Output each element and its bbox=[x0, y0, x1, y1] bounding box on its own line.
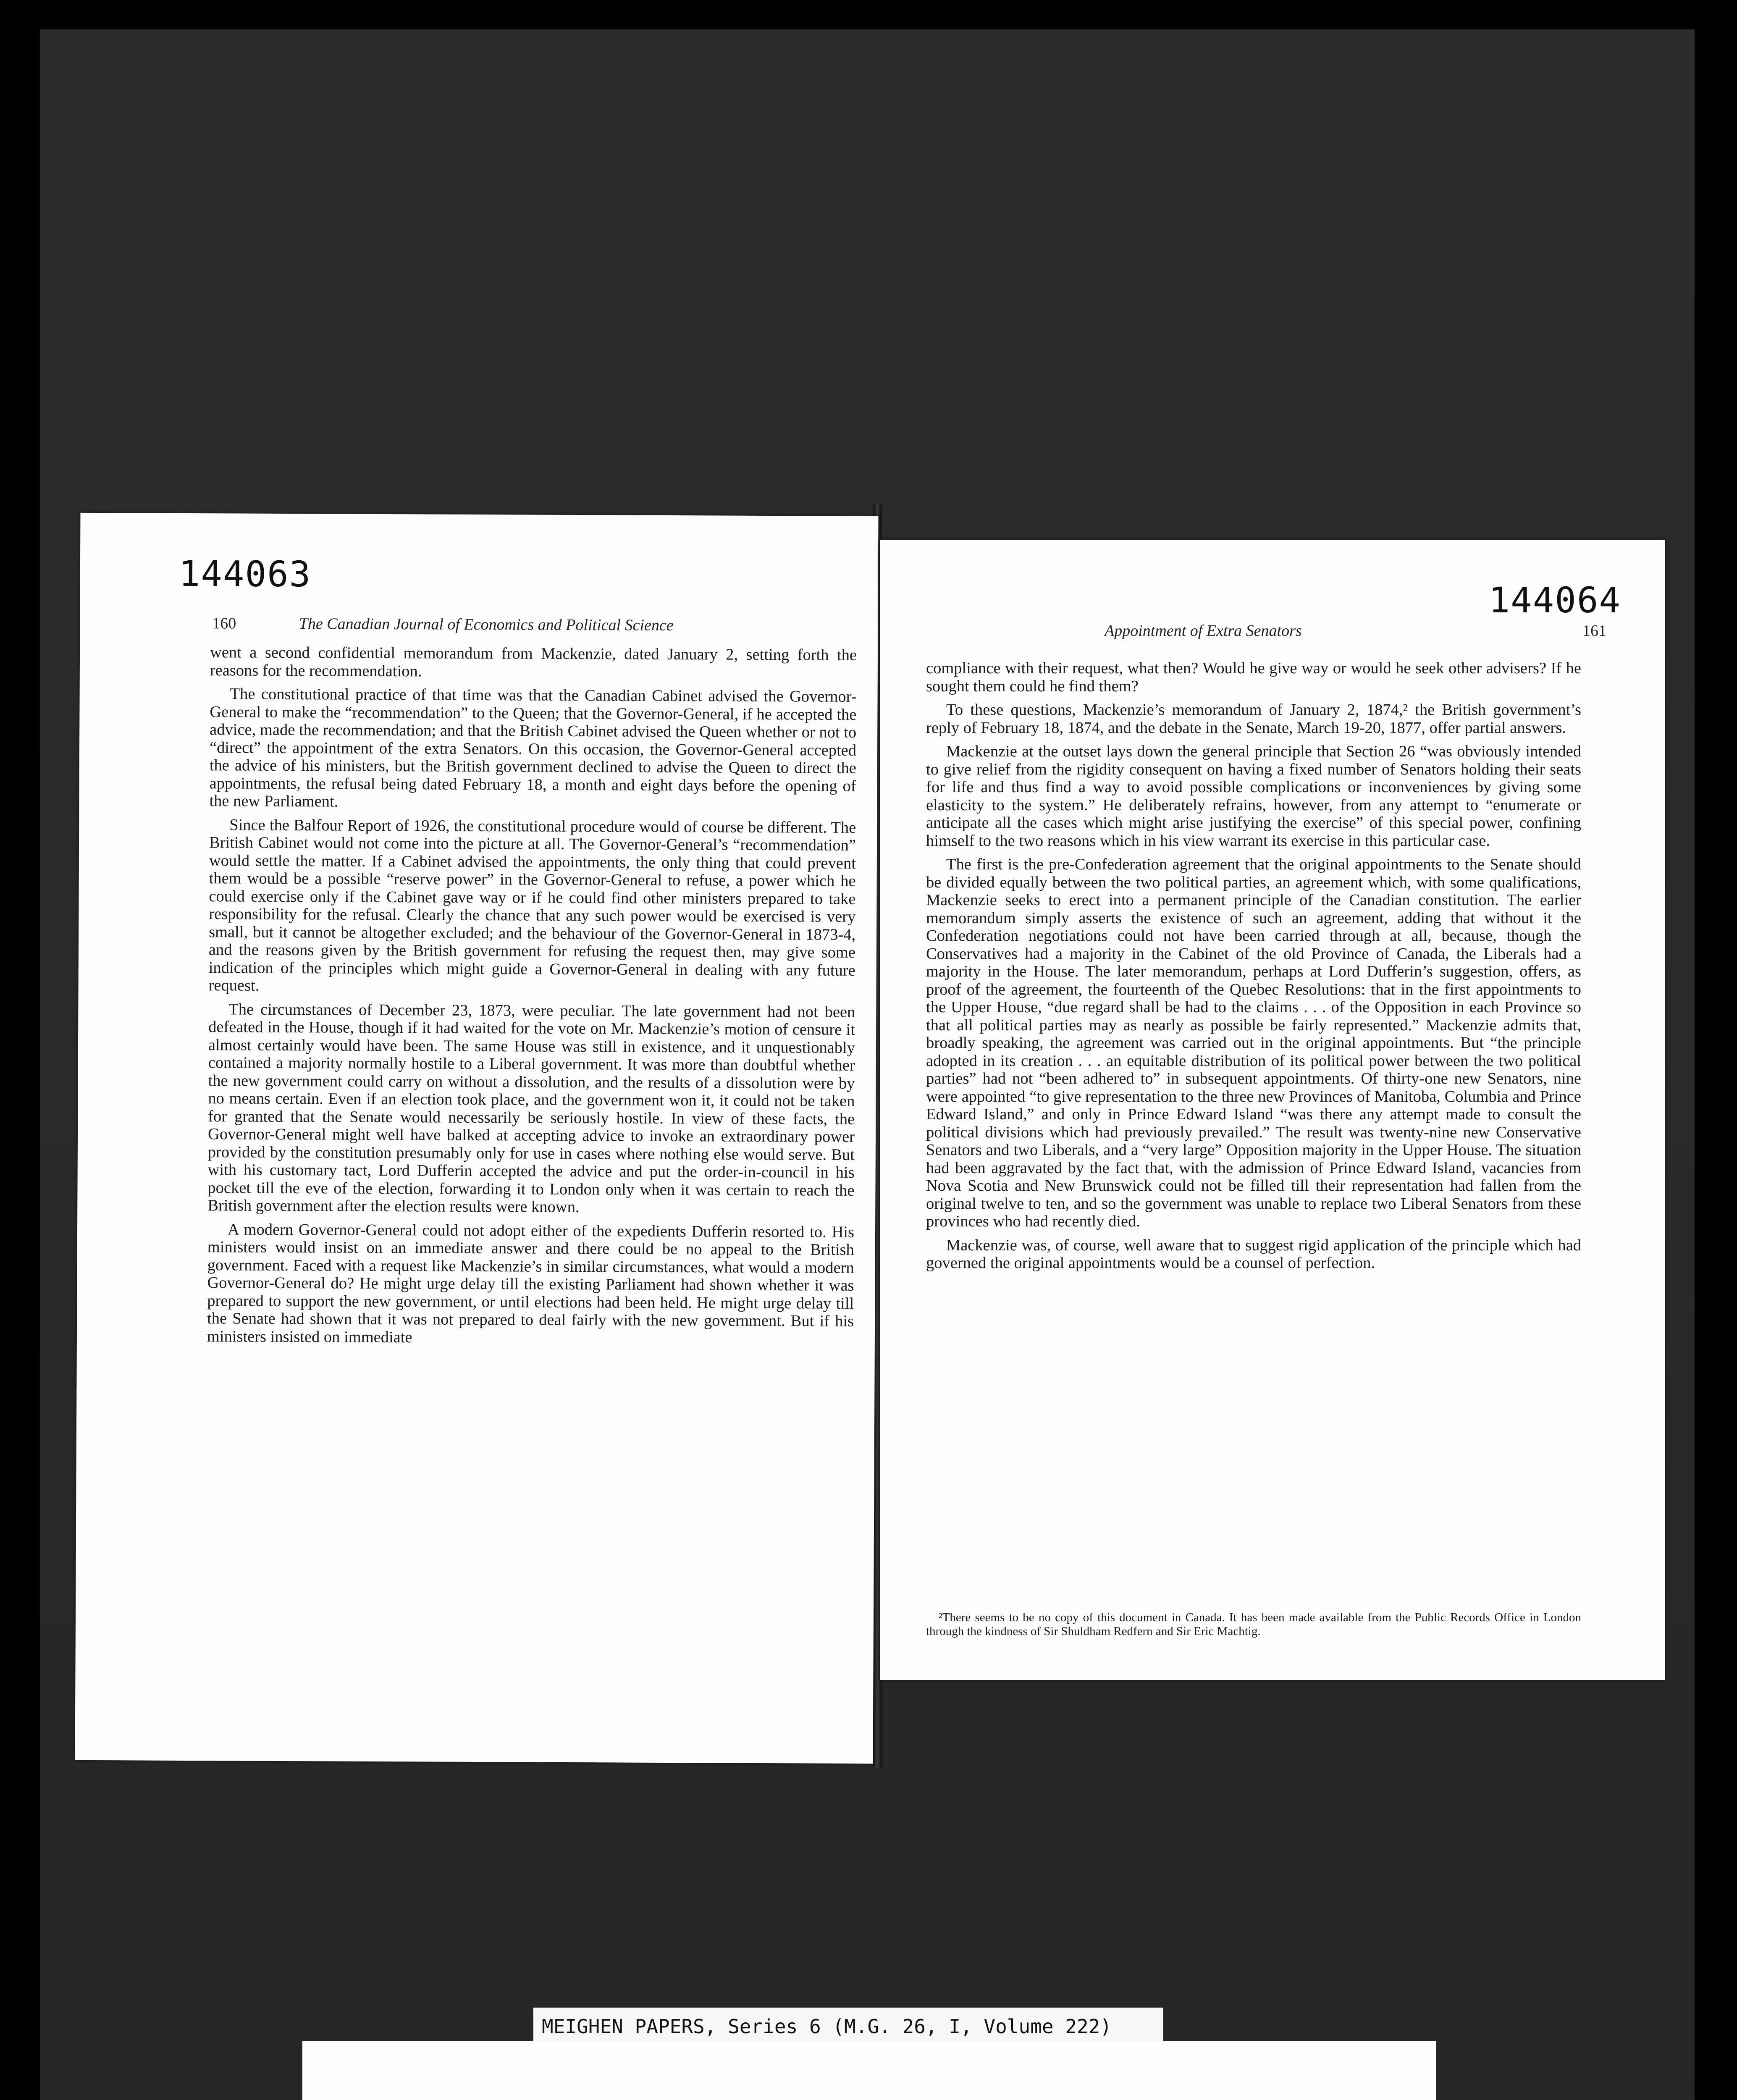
paragraph: went a second confidential memorandum from Mackenzie, dated January 2, setting forth the reasons for the recommendation. bbox=[210, 643, 857, 680]
left-page bbox=[75, 513, 879, 1764]
paragraph: Since the Balfour Report of 1926, the constitutional procedure would of course be different. The British Cabinet would not come into the picture at all. The Governor-General’s “recommendation” would settle the matter. If a Cabinet advised the appointments, the only thing that could prevent them would be a possible “reserve power” in the Governor-General to refuse, a power which he could exercise only if the Cabinet gave way or if he could find other ministers prepared to take responsibility for the refusal. Clearly the chance that any such power would be exercised is very small, but it cannot be altogether excluded; and the behaviour of the Governor-General in 1873-4, and the reasons given by the British government for refusing the request then, may give some indication of the principles which might guide a Governor-General in dealing with any future request. bbox=[208, 816, 856, 995]
paragraph: Mackenzie at the outset lays down the general principle that Section 26 “was obviously intended to give relief from the rigidity consequent on having a fixed number of Senators holding their seats for life and thus find a way to avoid possible complications or inconveniences by giving some elasticity to the system.” He deliberately refrains, however, from any attempt to “enumerate or anticipate all the cases which might arise justifying the exercise” of this special power, confining himself to the two reasons which in his view warrant its exercise in this particular case. bbox=[926, 743, 1581, 850]
footnote-text: ²There seems to be no copy of this document in Canada. It has been made available from the Public Records Office in London through the kindness of Sir Shuldham Redfern and Sir Eric Machtig. bbox=[926, 1611, 1581, 1638]
left-running-head bbox=[212, 614, 811, 635]
paragraph: The first is the pre-Confederation agreement that the original appointments to the Senate should be divided equally between the two political parties, an agreement which, with some qualifications, Mackenzie seeks to erect into a permanent principle of the Canadian constitution. The earlier memorandum simply asserts the existence of such an agreement, adding that without it the Confederation negotiations could not have been carried through at all, because, though the Conservatives had a majority in the Cabinet of the old Province of Canada, the Liberals had a majority in the House. The later memorandum, perhaps at Lord Dufferin’s suggestion, offers, as proof of the agreement, the fourteenth of the Quebec Resolutions: that in the first appointments to the Upper House, “due regard shall be had to the claims . . . of the Opposition in each Province so that all political parties may as nearly as possible be fairly represented.” Mackenzie admits that, broadly speaking, the agreement was carried out in the original appointments. But “the principle adopted in its creation . . . an equitable distribution of its political power between the two political parties” had not “been adhered to” in subsequent appointments. Of thirty-one new Senators, nine were appointed “to give representation to the three new Provinces of Manitoba, Columbia and Prince Edward Island,” and only in Prince Edward Island “was there any attempt made to consult the political divisions which had previously prevailed.” The result was twenty-nine new Conservative Senators and two Liberals, and a “very large” Opposition majority in the Upper House. The situation had been aggravated by the fact that, with the admission of Prince Edward Island, vacancies from Nova Scotia and New Brunswick could not be filled till their representation had fallen from the original twelve to ten, and so the government was unable to replace two Liberal Senators from these provinces who had recently died. bbox=[926, 856, 1581, 1230]
right-body-text bbox=[926, 659, 1581, 1278]
paragraph: A modern Governor-General could not adopt either of the expedients Dufferin resorted to. His ministers would insist on an immediate answer and there could be no appeal to the British government. Faced with a request like Mackenzie’s in similar circumstances, what would a modern Governor-General do? He might urge delay till the existing Parliament had shown whether it was prepared to support the new government, or until elections had been held. He might urge delay till the Senate had shown that it was not prepared to deal fairly with the new government. But if his ministers insisted on immediate bbox=[207, 1220, 855, 1346]
paragraph: compliance with their request, what then? Would he give way or would he seek other advisers? If he sought them could he find them? bbox=[926, 659, 1581, 695]
right-running-head bbox=[926, 622, 1606, 640]
archive-card bbox=[302, 2041, 1436, 2100]
collection-label: MEIGHEN PAPERS, Series 6 (M.G. 26, I, Volume 222) bbox=[533, 2008, 1163, 2045]
left-body-text bbox=[207, 643, 857, 1354]
paragraph: The constitutional practice of that time was that the Canadian Cabinet advised the Governor-General to make the “recommendation” to the Queen; that the Governor-General, if he accepted the advice, made the recommendation; and that the British Cabinet advised the Queen whether or not to “direct” the appointment of the extra Senators. On this occasion, the Governor-General accepted the advice of his ministers, but the British government declined to advise the Queen to direct the appointments, the refusal being dated February 18, a month and eight days before the opening of the new Parliament. bbox=[209, 685, 857, 811]
journal-title: The Canadian Journal of Economics and Political Science bbox=[299, 615, 674, 635]
paragraph: To these questions, Mackenzie’s memorandum of January 2, 1874,² the British government’s reply of February 18, 1874, and the debate in the Senate, March 19-20, 1877, offer partial answers. bbox=[926, 701, 1581, 737]
paragraph: Mackenzie was, of course, well aware that to suggest rigid application of the principle which had governed the original appointments would be a counsel of perfection. bbox=[926, 1236, 1581, 1272]
right-stamp-number: 144064 bbox=[1488, 580, 1621, 621]
right-page bbox=[880, 540, 1665, 1680]
article-title: Appointment of Extra Senators bbox=[1105, 622, 1302, 640]
footnote bbox=[926, 1611, 1581, 1638]
left-page-number: 160 bbox=[212, 614, 236, 633]
left-stamp-number: 144063 bbox=[178, 553, 312, 595]
paragraph: The circumstances of December 23, 1873, were peculiar. The late government had not been defeated in the House, though if it had waited for the vote on Mr. Mackenzie’s motion of censure it almost certainly would have been. The same House was still in existence, and it unquestionably contained a majority normally hostile to a Liberal government. It was more than doubtful whether the new government could carry on without a dissolution, and the results of a dissolution were by no means certain. Even if an election took place, and the government won it, it could not be taken for granted that the Senate would necessarily be seriously hostile. In view of these facts, the Governor-General might well have balked at accepting advice to invoke an extraordinary power provided by the constitution presumably only for use in cases where nothing else would serve. But with his customary tact, Lord Dufferin accepted the advice and put the order-in-council in his pocket till the eve of the election, forwarding it to London only when it was certain to reach the British government after the election results were known. bbox=[207, 1000, 855, 1216]
right-page-number: 161 bbox=[1582, 622, 1606, 640]
